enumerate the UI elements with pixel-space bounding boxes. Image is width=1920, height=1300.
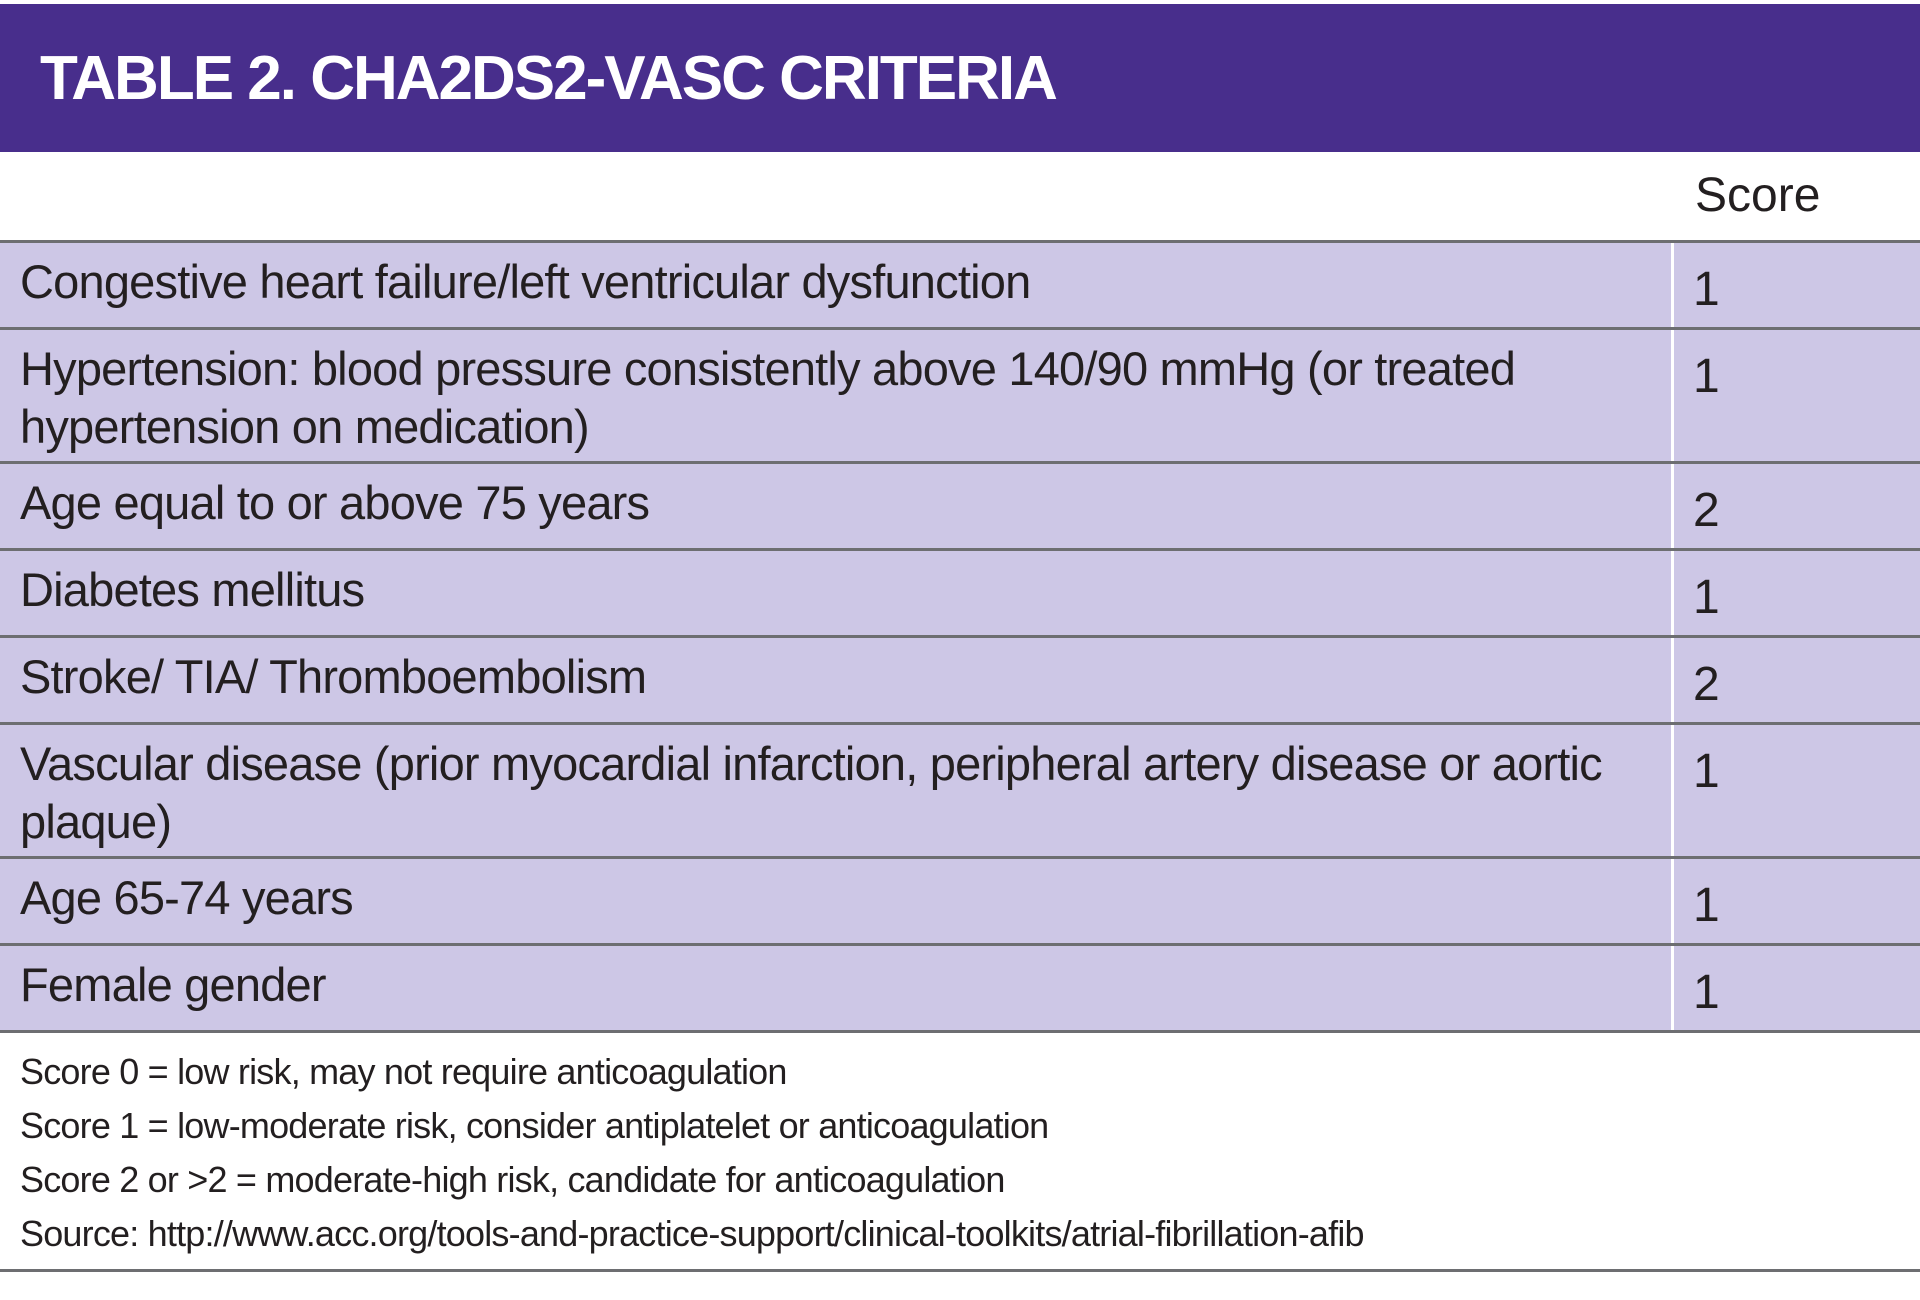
column-divider xyxy=(1671,638,1674,722)
column-divider xyxy=(1671,859,1674,943)
table-row xyxy=(0,330,1920,464)
column-divider xyxy=(1671,330,1674,461)
column-divider xyxy=(1671,946,1674,1030)
footnote-score-2: Score 2 or >2 = moderate-high risk, candidate for anticoagulation xyxy=(20,1159,1005,1200)
footnote-score-0: Score 0 = low risk, may not require anticoagulation xyxy=(20,1051,787,1092)
table-row xyxy=(0,859,1920,946)
score-cell: 2 xyxy=(1693,484,1720,537)
column-divider xyxy=(1671,551,1674,635)
score-cell: 1 xyxy=(1693,879,1720,932)
table-title-bar xyxy=(0,4,1920,152)
footnote-source: Source: http://www.acc.org/tools-and-practice-support/clinical-toolkits/atrial-fibrillation-afib xyxy=(20,1213,1364,1254)
criterion-cell: Age 65-74 years xyxy=(20,871,353,924)
table-footnotes xyxy=(0,1033,1920,1272)
table-row xyxy=(0,638,1920,725)
column-divider xyxy=(1671,464,1674,548)
criterion-cell: Diabetes mellitus xyxy=(20,563,365,616)
table-row xyxy=(0,243,1920,330)
criterion-cell: Vascular disease (prior myocardial infarction, peripheral artery disease or aortic plaque) xyxy=(20,737,1602,848)
table-row xyxy=(0,464,1920,551)
criteria-table xyxy=(0,4,1920,1272)
footnote-score-1: Score 1 = low-moderate risk, consider antiplatelet or anticoagulation xyxy=(20,1105,1049,1146)
table-row xyxy=(0,946,1920,1033)
score-cell: 1 xyxy=(1693,966,1720,1019)
column-divider xyxy=(1671,243,1674,327)
criterion-cell: Female gender xyxy=(20,958,326,1011)
score-cell: 2 xyxy=(1693,658,1720,711)
criterion-cell: Hypertension: blood pressure consistently above 140/90 mmHg (or treated hypertension on medication) xyxy=(20,342,1516,453)
criterion-cell: Age equal to or above 75 years xyxy=(20,476,650,529)
score-cell: 1 xyxy=(1693,263,1720,316)
column-divider xyxy=(1671,725,1674,856)
table-title: TABLE 2. CHA2DS2-VASC CRITERIA xyxy=(40,43,1056,113)
score-cell: 1 xyxy=(1693,571,1720,624)
table-row xyxy=(0,725,1920,859)
criterion-cell: Congestive heart failure/left ventricular dysfunction xyxy=(20,255,1031,308)
score-cell: 1 xyxy=(1693,350,1720,403)
criterion-cell: Stroke/ TIA/ Thromboembolism xyxy=(20,650,647,703)
table-header-row xyxy=(0,152,1920,243)
score-column-header: Score xyxy=(1695,169,1821,222)
score-cell: 1 xyxy=(1693,745,1720,798)
table-row xyxy=(0,551,1920,638)
